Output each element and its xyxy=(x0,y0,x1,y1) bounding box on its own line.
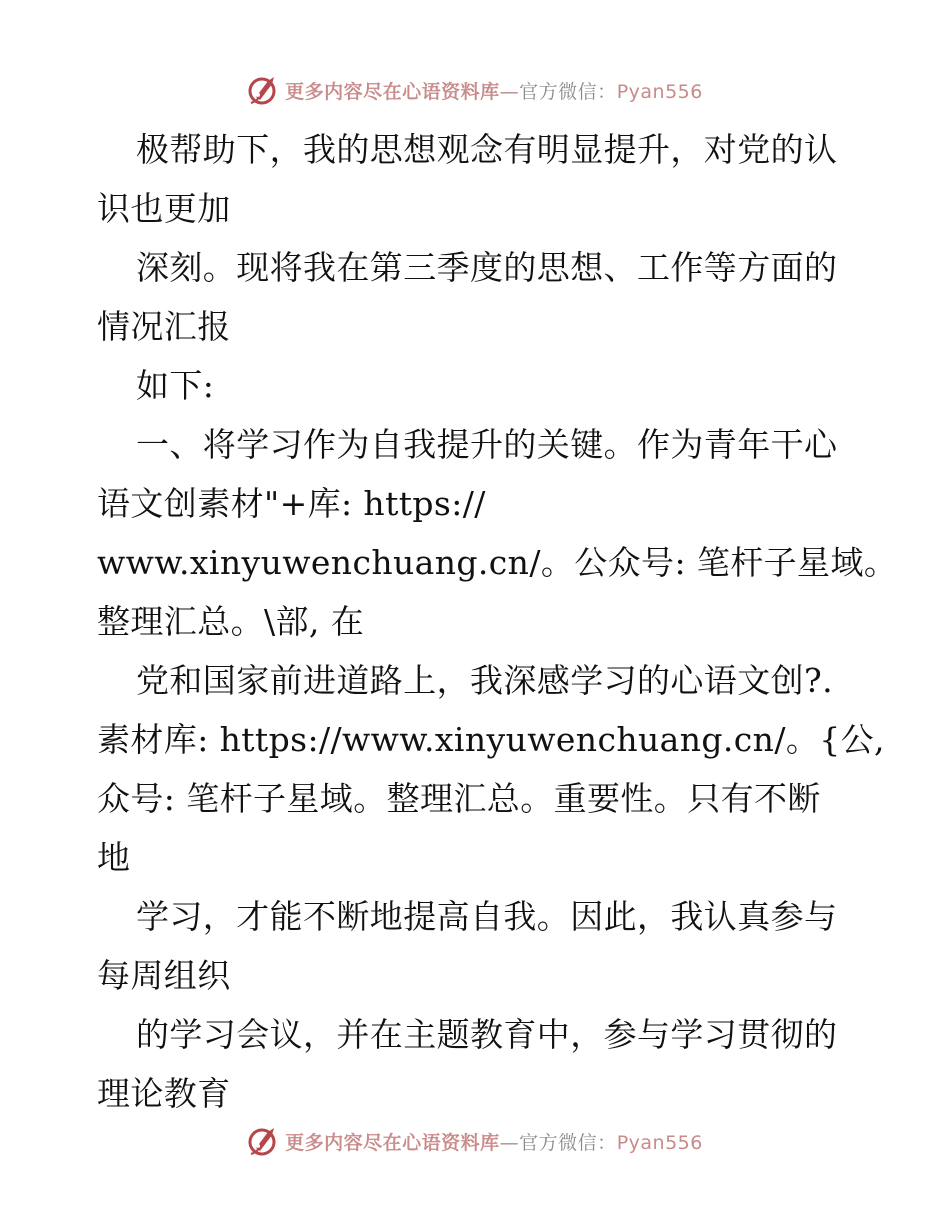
header-banner-wechat-label: 官方微信： xyxy=(519,80,617,103)
text-line: 学习，才能不断地提高自我。因此，我认真参与 xyxy=(136,897,838,936)
footer-banner-wechat-id: Pyan556 xyxy=(616,1131,703,1154)
pen-nib-logo-icon xyxy=(247,1124,281,1158)
text-line: 极帮助下，我的思想观念有明显提升，对党的认 xyxy=(136,130,838,169)
header-banner xyxy=(0,70,950,110)
text-line: 众号: 笔杆子星域。整理汇总。重要性。只有不断 xyxy=(97,779,821,818)
text-line: 情况汇报 xyxy=(97,307,231,346)
text-line: 的学习会议，并在主题教育中，参与学习贯彻的 xyxy=(136,1015,838,1054)
footer-banner xyxy=(0,1121,950,1161)
footer-banner-main: 更多内容尽在心语资料库 xyxy=(285,1131,500,1154)
text-line: www.xinyuwenchuang.cn/。公众号: 笔杆子星域。 xyxy=(97,543,898,582)
pen-nib-logo-icon xyxy=(247,73,281,107)
footer-banner-wechat-label: 官方微信： xyxy=(519,1131,617,1154)
text-line: 语文创素材"+库: https:// xyxy=(97,484,486,523)
header-banner-wechat-id: Pyan556 xyxy=(616,80,703,103)
header-banner-main: 更多内容尽在心语资料库 xyxy=(285,80,500,103)
text-line: 如下: xyxy=(136,366,215,405)
text-line: 识也更加 xyxy=(97,189,231,228)
text-line: 深刻。现将我在第三季度的思想、工作等方面的 xyxy=(136,248,838,287)
text-line: 素材库: https://www.xinyuwenchuang.cn/。{公, xyxy=(97,720,885,759)
text-line: 理论教育 xyxy=(97,1074,231,1113)
text-line: 地 xyxy=(97,838,131,877)
footer-banner-text xyxy=(285,1128,703,1155)
text-line: 党和国家前进道路上，我深感学习的心语文创?. xyxy=(136,661,833,700)
text-line: 整理汇总。\部, 在 xyxy=(97,602,365,641)
text-line: 一、将学习作为自我提升的关键。作为青年干心 xyxy=(136,425,838,464)
document-body xyxy=(97,120,898,1123)
footer-banner-dash: — xyxy=(499,1131,520,1154)
text-line: 每周组织 xyxy=(97,956,231,995)
header-banner-dash: — xyxy=(499,80,520,103)
header-banner-text xyxy=(285,77,703,104)
